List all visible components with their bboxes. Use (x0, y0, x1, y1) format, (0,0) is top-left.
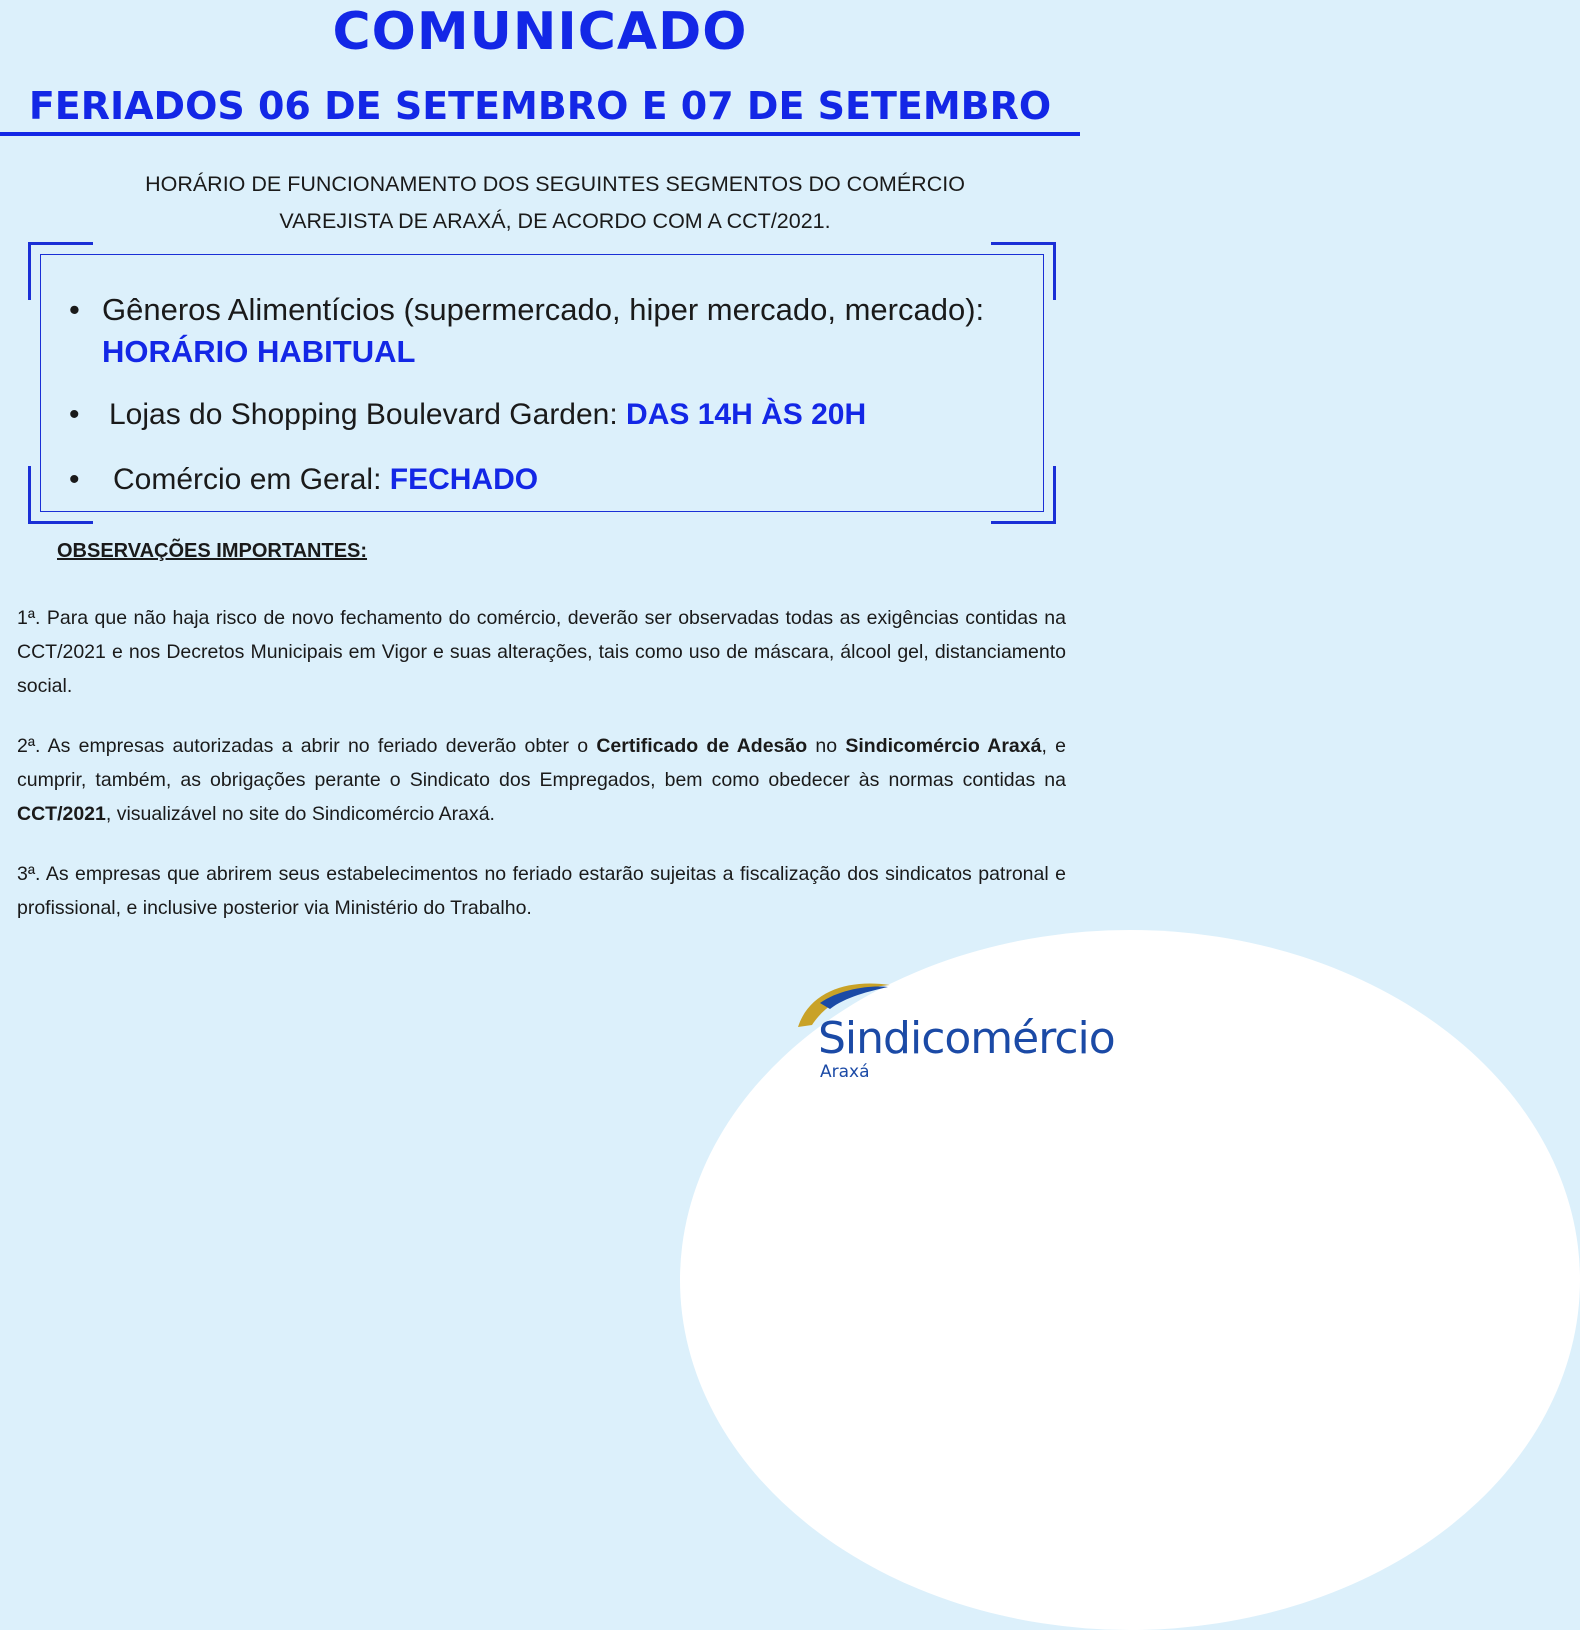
schedule-item-general (69, 459, 1029, 501)
title-divider (0, 132, 1080, 136)
observation-2-bold: CCT/2021 (17, 803, 106, 825)
logo-name: Sindicomércio (818, 1013, 1115, 1064)
schedule-item-hours: DAS 14H ÀS 20H (626, 398, 867, 431)
observation-2-text: , visualizável no site do Sindicomércio Araxá. (105, 803, 495, 825)
page-title: COMUNICADO (332, 2, 748, 62)
bullet-icon: • (69, 463, 80, 496)
bullet-icon: • (69, 398, 80, 431)
sindicomercio-logo (790, 975, 1115, 1082)
observation-2-text: no (807, 735, 846, 757)
schedule-item-label: Comércio em Geral: (113, 463, 390, 496)
observation-2-bold: Certificado de Adesão (596, 735, 808, 757)
schedule-item-hours: HORÁRIO HABITUAL (102, 334, 416, 369)
logo-city: Araxá (820, 1062, 870, 1082)
schedule-item-label: Lojas do Shopping Boulevard Garden: (109, 398, 627, 431)
observation-2 (17, 729, 1066, 831)
schedule-item-hours: FECHADO (389, 463, 539, 496)
schedule-item-shopping (69, 394, 1029, 436)
observations-heading: OBSERVAÇÕES IMPORTANTES: (57, 540, 368, 562)
page-subtitle: FERIADOS 06 DE SETEMBRO E 07 DE SETEMBRO (28, 84, 1052, 128)
schedule-item-label: Gêneros Alimentícios (supermercado, hiper mercado, mercado): (102, 292, 985, 327)
schedule-box (40, 254, 1044, 512)
bullet-icon: • (69, 292, 80, 327)
observation-2-bold: Sindicomércio Araxá (845, 735, 1042, 757)
intro-text: HORÁRIO DE FUNCIONAMENTO DOS SEGUINTES SEGMENTOS DO COMÉRCIO VAREJISTA DE ARAXÁ, DE ACORDO COM A CCT/2021. (145, 172, 965, 233)
schedule-frame (28, 242, 1056, 524)
observation-2-text: 2ª. As empresas autorizadas a abrir no feriado deverão obter o (17, 735, 597, 757)
observation-2-text: , e cumprir, também, as obrigações perante o Sindicato dos Empregados, bem como obedecer às normas contidas na (17, 735, 1066, 791)
observation-3: 3ª. As empresas que abrirem seus estabelecimentos no feriado estarão sujeitas a fiscalização dos sindicatos patronal e profissional, e inclusive posterior via Ministério do Trabalho. (17, 863, 1066, 919)
schedule-item-food (69, 289, 1009, 373)
observation-1: 1ª. Para que não haja risco de novo fechamento do comércio, deverão ser observadas todas as exigências contidas na CCT/2021 e nos Decretos Municipais em Vigor e suas alterações, tais como uso de máscara, álcool gel, distanciamento social. (17, 607, 1066, 697)
